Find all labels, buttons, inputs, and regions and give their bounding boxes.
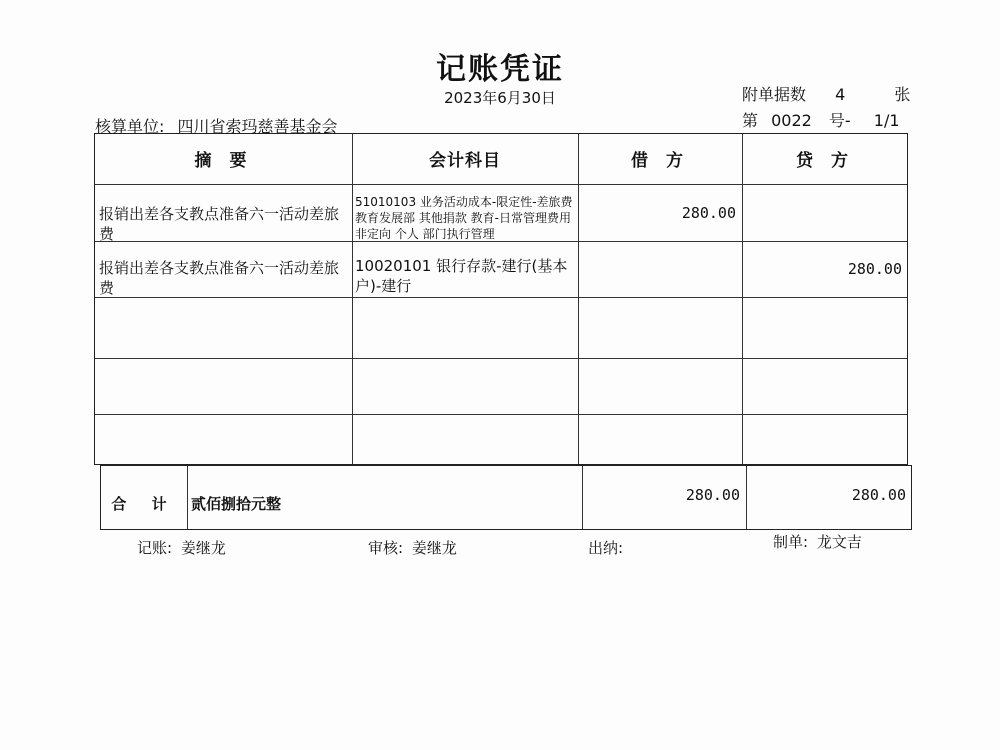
row-2-account: 10020101 银行存款-建行(基本户)-建行 bbox=[355, 257, 568, 295]
voucher-suffix: 号- bbox=[828, 111, 851, 130]
header-credit: 贷 方 bbox=[796, 151, 854, 171]
row-2-credit: 280.00 bbox=[847, 260, 902, 278]
bookkeeper-name: 姜继龙 bbox=[180, 539, 226, 557]
attachment-unit: 张 bbox=[894, 85, 911, 104]
attachment-label: 附单据数 bbox=[742, 85, 807, 104]
voucher-number bbox=[742, 108, 900, 131]
header-summary: 摘 要 bbox=[194, 151, 253, 171]
bookkeeper-signature bbox=[137, 537, 226, 558]
voucher-number-value: 0022 bbox=[771, 111, 812, 130]
bookkeeper-label: 记账: bbox=[137, 539, 173, 557]
unit-label: 核算单位: bbox=[95, 117, 165, 136]
total-label: 合 计 bbox=[111, 495, 177, 513]
reviewer-signature bbox=[368, 537, 457, 558]
row-divider bbox=[95, 414, 907, 415]
voucher-page: 1/1 bbox=[873, 111, 900, 130]
row-divider bbox=[95, 358, 907, 359]
row-1-debit: 280.00 bbox=[681, 204, 736, 222]
row-1-summary: 报销出差各支教点准备六一活动差旅费 bbox=[99, 205, 340, 243]
preparer-signature bbox=[773, 531, 862, 552]
row-divider bbox=[95, 184, 907, 185]
row-2-summary: 报销出差各支教点准备六一活动差旅费 bbox=[99, 259, 340, 297]
column-divider bbox=[187, 466, 188, 529]
total-row bbox=[100, 465, 912, 530]
total-debit: 280.00 bbox=[685, 486, 740, 504]
cashier-signature bbox=[588, 537, 627, 558]
voucher-table bbox=[94, 133, 908, 465]
total-credit: 280.00 bbox=[851, 486, 906, 504]
cashier-label: 出纳: bbox=[588, 539, 624, 557]
row-1-account: 51010103 业务活动成本-限定性-差旅费 教育发展部 其他捐款 教育-日常管理费用 非定向 个人 部门执行管理 bbox=[355, 195, 573, 241]
reviewer-label: 审核: bbox=[368, 539, 404, 557]
voucher-date: 2023年6月30日 bbox=[444, 89, 556, 107]
attachment-count bbox=[742, 82, 910, 105]
preparer-label: 制单: bbox=[773, 533, 809, 551]
voucher-prefix: 第 bbox=[742, 111, 759, 130]
voucher-title: 记账凭证 bbox=[436, 52, 564, 87]
reviewer-name: 姜继龙 bbox=[411, 539, 457, 557]
preparer-name: 龙文吉 bbox=[816, 533, 862, 551]
unit-name: 四川省索玛慈善基金会 bbox=[177, 117, 338, 136]
total-amount-words: 贰佰捌拾元整 bbox=[191, 495, 282, 513]
header-debit: 借 方 bbox=[631, 151, 689, 171]
attachment-number: 4 bbox=[835, 85, 846, 104]
header-account: 会计科目 bbox=[429, 151, 501, 171]
